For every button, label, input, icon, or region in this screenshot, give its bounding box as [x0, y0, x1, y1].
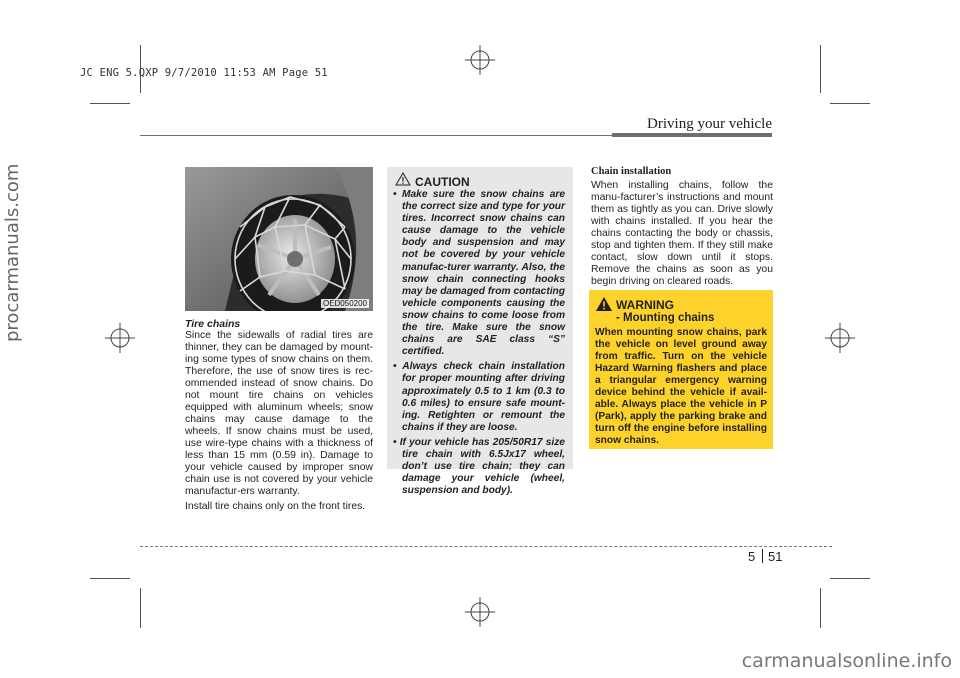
page-number: 51: [768, 549, 783, 564]
crop-mark: [830, 578, 870, 579]
watermark-bottom: carmanualsonline.info: [741, 650, 952, 672]
footer-rule: [140, 546, 832, 547]
crop-mark: [820, 588, 821, 628]
section-title: Driving your vehicle: [647, 116, 772, 132]
registration-mark-icon: [825, 323, 855, 353]
tire-chain-photo: [185, 167, 373, 311]
left-column: [185, 318, 373, 516]
chain-installation-heading: Chain installation: [591, 166, 672, 177]
header-rule: [140, 135, 612, 136]
chain-installation-paragraph: When installing chains, follow the manu-facturer’s instructions and mount them as tightly as you can. Drive slowly with chains installed. If you hear the chains contacting the body or chassis, stop and tighten them. If they still make contact, slow down until it stops. Remove the chains as soon as you begin driving on cleared roads.: [591, 180, 773, 287]
print-slug: JC ENG 5.QXP 9/7/2010 11:53 AM Page 51: [80, 67, 328, 79]
registration-mark-icon: [105, 323, 135, 353]
crop-mark: [820, 45, 821, 93]
registration-mark-icon: [465, 45, 495, 75]
warning-triangle-icon: [595, 296, 613, 312]
chapter-number: 5: [748, 549, 756, 564]
caution-box: [387, 167, 573, 497]
watermark-left: procarmanuals.com: [2, 163, 23, 342]
front-tires-note: Install tire chains only on the front tires.: [185, 501, 366, 512]
crop-mark: [830, 103, 870, 104]
crop-mark: [140, 588, 141, 628]
warning-body: When mounting snow chains, park the vehicle on level ground away from traffic. Turn on the vehicle Hazard Warning flashers and place a triangular emergency warning device behind the vehicle if avail-able. Always place the vehicle in P (Park), apply the parking brake and turn off the engine before installing snow chains.: [595, 327, 767, 446]
caution-title: CAUTION: [415, 175, 470, 189]
registration-mark-icon: [465, 597, 495, 627]
crop-mark: [90, 578, 130, 579]
page-number-separator: [762, 549, 763, 563]
caution-item: • Always check chain installation for proper mounting after driving approximately 0.5 to 1 km (0.3 to 0.6 miles) to ensure safe mount-ing. Retighten or remount the chains if they are loose.: [393, 361, 565, 433]
tire-chains-heading: Tire chains: [185, 318, 241, 330]
warning-title: WARNING: [616, 298, 674, 312]
caution-list: [393, 189, 565, 500]
caution-item: • If your vehicle has 205/50R17 size tire chain with 6.5Jx17 wheel, don’t use tire chain; they can damage your vehicle (wheel, suspension and body).: [393, 436, 565, 497]
warning-box: [589, 290, 773, 449]
warning-subtitle: - Mounting chains: [616, 312, 715, 324]
crop-mark: [90, 103, 130, 104]
right-column: [591, 166, 773, 288]
figure-id: OED050200: [322, 299, 367, 308]
tire-chain-illustration: [185, 167, 373, 311]
header-rule-bold: [612, 133, 772, 137]
caution-triangle-icon: [395, 172, 411, 186]
tire-chains-paragraph: Since the sidewalls of radial tires are thinner, they can be damaged by mount-ing some types of snow chains on them. Therefore, the use of snow tires is rec-ommended instead of snow chains. Do not mount tire chains on vehicles equipped with aluminum wheels; snow chains may cause damage to the wheels. If snow chains must be used, use wire-type chains with a thickness of less than 15 mm (0.59 in). Damage to your vehicle caused by improper snow chain use is not covered by your vehicle manufactur-ers warranty.: [185, 330, 373, 497]
caution-item: • Make sure the snow chains are the correct size and type for your tires. Incorrect snow chains can cause damage to the vehicle body and suspension and may not be covered by your vehicle manufac-turer warranty. Also, the snow chain connecting hooks may be damaged from contacting vehicle components causing the snow chains to come loose from the tire. Make sure the snow chains are SAE class “S” certified.: [393, 189, 565, 358]
